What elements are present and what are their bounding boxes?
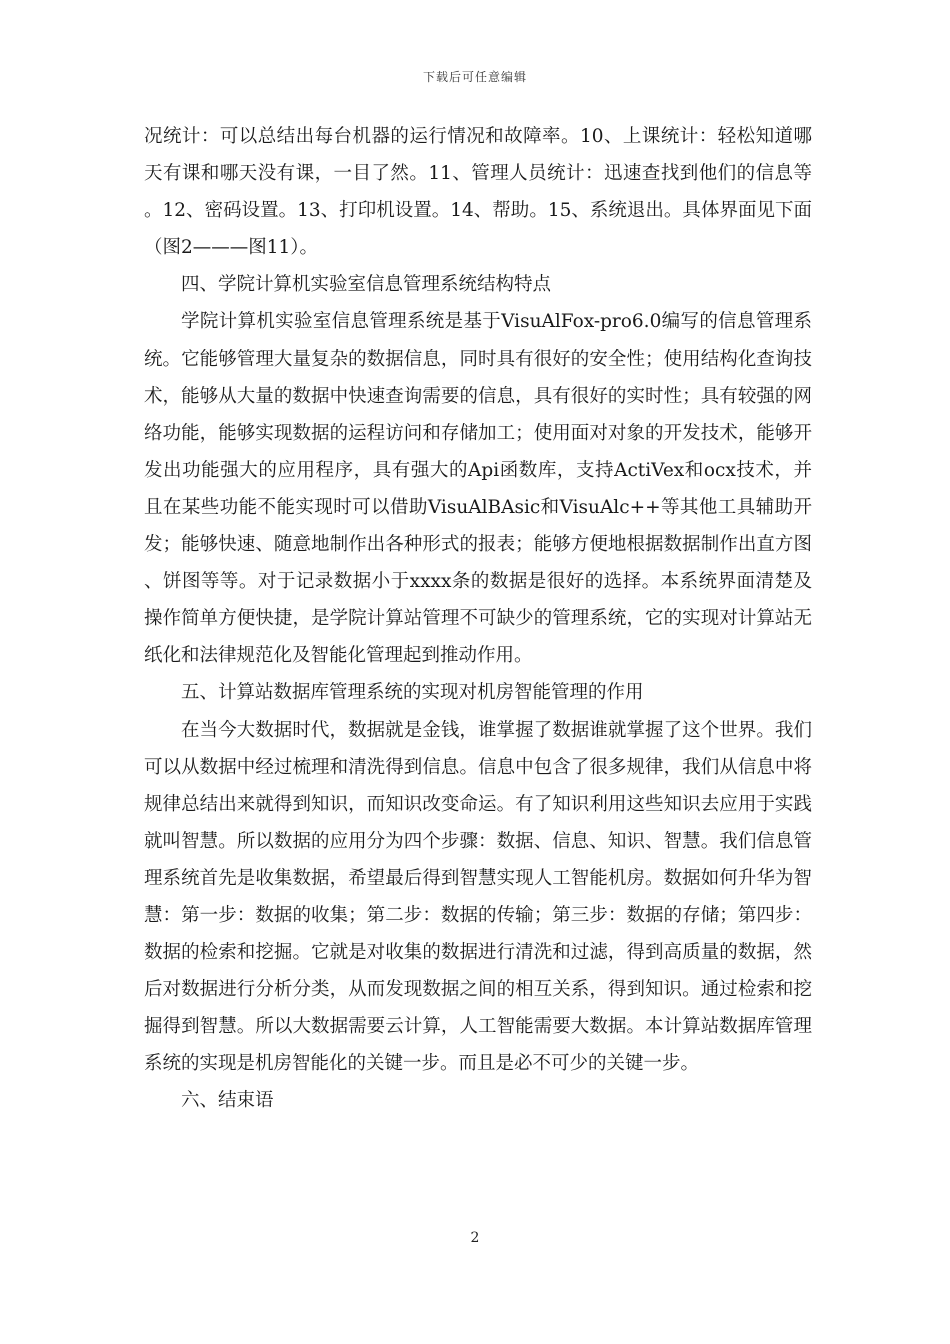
section-heading-4: 四、学院计算机实验室信息管理系统结构特点 (181, 274, 552, 296)
section-heading-5: 五、计算站数据库管理系统的实现对机房智能管理的作用 (181, 682, 644, 704)
section-heading-6: 六、结束语 (181, 1090, 274, 1112)
document-body (144, 118, 812, 1120)
page-number: 2 (470, 1230, 480, 1246)
paragraph-system-features: 学院计算机实验室信息管理系统是基于VisuAlFox-pro6.0编写的信息管理系统。它能够管理大量复杂的数据信息，同时具有很好的安全性；使用结构化查询技术，能够从大量的数据中快速查询需要的信息，具有很好的实时性；具有较强的网络功能，能够实现数据的运程访问和存储加工；使用面对对象的开发技术，能够开发出功能强大的应用程序，具有强大的Api函数库，支持ActiVex和ocx技术，并且在某些功能不能实现时可以借助VisuAlBAsic和VisuAlc++等其他工具辅助开发；能够快速、随意地制作出各种形式的报表；能够方便地根据数据制作出直方图、饼图等等。对于记录数据小于xxxx条的数据是很好的选择。本系统界面清楚及操作简单方便快捷，是学院计算站管理不可缺少的管理系统，它的实现对计算站无纸化和法律规范化及智能化管理起到推动作用。 (144, 311, 812, 667)
page-header-note: 下载后可任意编辑 (422, 70, 527, 84)
paragraph-big-data: 在当今大数据时代，数据就是金钱，谁掌握了数据谁就掌握了这个世界。我们可以从数据中经过梳理和清洗得到信息。信息中包含了很多规律，我们从信息中将规律总结出来就得到知识，而知识改变命运。有了知识利用这些知识去应用于实践就叫智慧。所以数据的应用分为四个步骤：数据、信息、知识、智慧。我们信息管理系统首先是收集数据，希望最后得到智慧实现人工智能机房。数据如何升华为智慧：第一步：数据的收集；第二步：数据的传输；第三步：数据的存储；第四步：数据的检索和挖掘。它就是对收集的数据进行清洗和过滤，得到高质量的数据，然后对数据进行分析分类，从而发现数据之间的相互关系，得到知识。通过检索和挖掘得到智慧。所以大数据需要云计算，人工智能需要大数据。本计算站数据库管理系统的实现是机房智能化的关键一步。而且是必不可少的关键一步。 (144, 719, 812, 1075)
paragraph-continued: 况统计：可以总结出每台机器的运行情况和故障率。10、上课统计：轻松知道哪天有课和哪天没有课，一目了然。11、管理人员统计：迅速查找到他们的信息等。12、密码设置。13、打印机设置。14、帮助。15、系统退出。具体界面见下面（图2———图11）。 (144, 126, 812, 259)
